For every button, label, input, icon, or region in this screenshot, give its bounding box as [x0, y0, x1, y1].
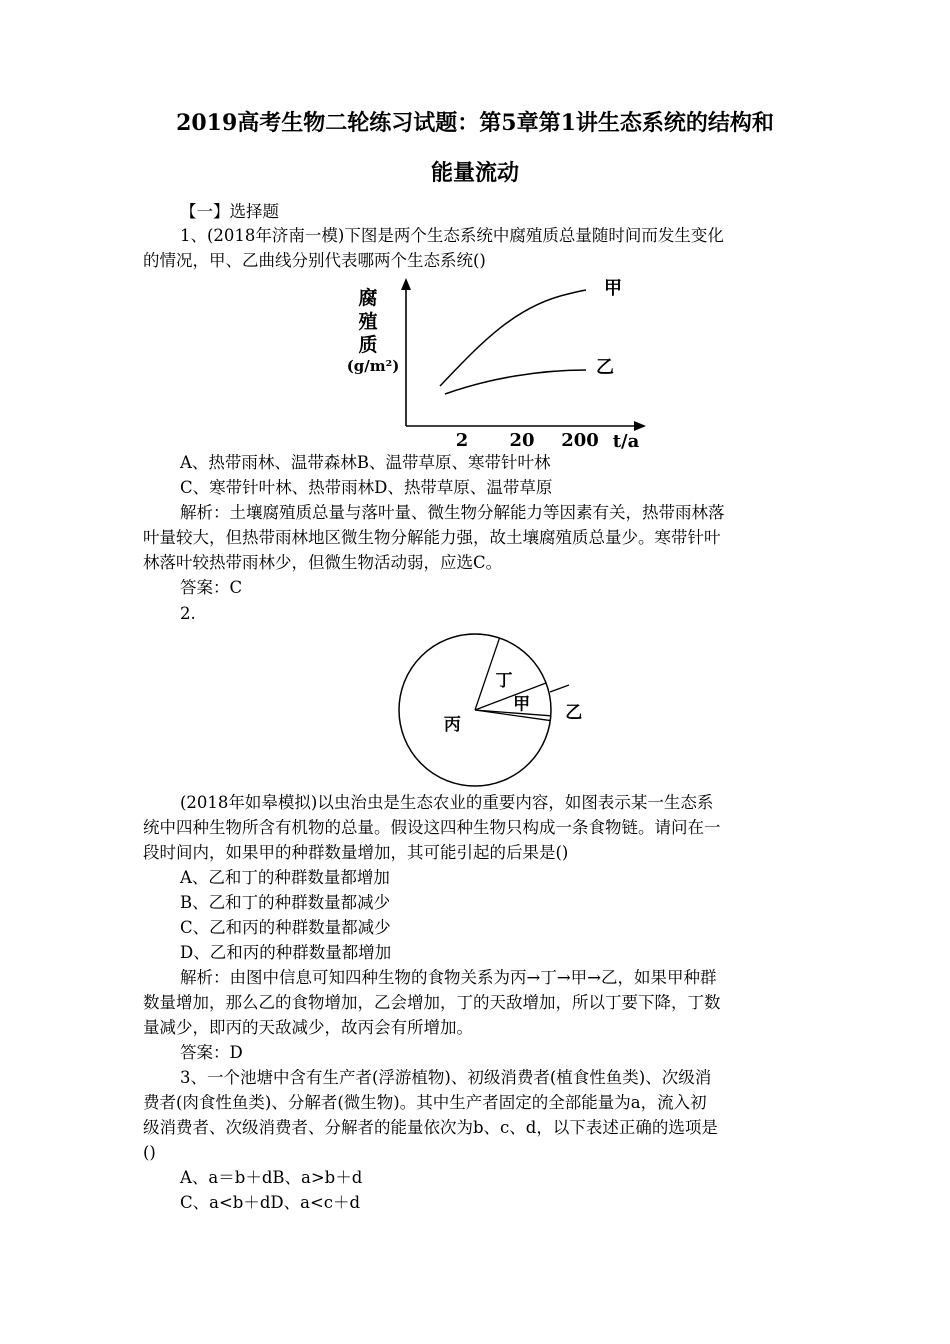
q2-analysis-line-2: 数量增加，那么乙的食物增加，乙会增加，丁的天敌增加，所以丁要下降，丁数 — [143, 993, 721, 1012]
series-line-jia — [440, 290, 586, 386]
y-axis-label-char-1: 腐 — [358, 287, 378, 309]
q1-analysis-line-3: 林落叶较热带雨林少，但微生物活动弱，应选C。 — [143, 553, 503, 572]
q2-option-c: C、乙和丙的种群数量都减少 — [180, 918, 391, 937]
x-axis-arrow — [634, 421, 646, 431]
series-label-jia: 甲 — [604, 278, 622, 299]
q2-option-b: B、乙和丁的种群数量都减少 — [180, 893, 391, 912]
pie-label-leader-yi — [550, 685, 569, 692]
series-label-yi: 乙 — [596, 357, 614, 378]
q1-answer: 答案：C — [180, 578, 243, 597]
q2-stem-line-2: 统中四种生物所含有机物的总量。假设这四种生物只构成一条食物链。请问在一 — [143, 818, 721, 837]
document-title-line-2: 能量流动 — [430, 160, 519, 186]
q3-stem-line-4: () — [143, 1143, 156, 1162]
series-line-yi — [445, 370, 586, 394]
y-axis-arrow — [401, 278, 411, 290]
x-tick-label-20: 20 — [509, 430, 535, 451]
pie-label-丁: 丁 — [495, 670, 513, 691]
pie-label-乙: 乙 — [565, 703, 583, 724]
q1-options-line-1: A、热带雨林、温带森林B、温带草原、寒带针叶林 — [180, 453, 551, 472]
section-heading: 【一】选择题 — [180, 202, 279, 221]
q2-analysis-line-3: 量减少，即丙的天敌减少，故丙会有所增加。 — [143, 1018, 473, 1037]
q2-analysis-line-1: 解析：由图中信息可知四种生物的食物关系为丙→丁→甲→乙，如果甲种群 — [180, 968, 717, 987]
q1-stem-line-1: 1、(2018年济南一模)下图是两个生态系统中腐殖质总量随时间而发生变化 — [180, 226, 724, 245]
q3-stem-line-3: 级消费者、次级消费者、分解者的能量依次为b、c、d，以下表述正确的选项是 — [143, 1118, 718, 1137]
pie-label-丙: 丙 — [443, 714, 461, 735]
x-axis-label: t/a — [612, 431, 640, 452]
q3-options-line-2: C、a<b＋dD、a<c＋d — [180, 1193, 361, 1212]
x-tick-label-200: 200 — [561, 430, 599, 451]
q1-analysis-line-2: 叶量较大，但热带雨林地区微生物分解能力强，故土壤腐殖质总量少。寒带针叶 — [143, 528, 721, 547]
q3-options-line-1: A、a＝b＋dB、a>b＋d — [180, 1168, 363, 1187]
organic-matter-pie-chart — [395, 630, 625, 790]
humus-line-chart — [330, 272, 650, 452]
q2-stem-line-1: (2018年如皋模拟)以虫治虫是生态农业的重要内容，如图表示某一生态系 — [180, 793, 714, 812]
x-tick-label-2: 2 — [455, 430, 469, 451]
q2-answer: 答案：D — [180, 1043, 243, 1062]
q3-stem-line-2: 费者(肉食性鱼类)、分解者(微生物)。其中生产者固定的全部能量为a，流入初 — [143, 1093, 707, 1112]
pie-label-甲: 甲 — [513, 694, 531, 715]
q1-options-line-2: C、寒带针叶林、热带雨林D、热带草原、温带草原 — [180, 478, 553, 497]
q1-stem-line-2: 的情况，甲、乙曲线分别代表哪两个生态系统() — [143, 251, 486, 270]
y-axis-label-char-3: 质 — [358, 334, 378, 356]
chart-axes — [401, 278, 646, 431]
q2-option-d: D、乙和丙的种群数量都增加 — [180, 943, 392, 962]
q2-option-a: A、乙和丁的种群数量都增加 — [180, 868, 390, 887]
document-title-line-1: 2019高考生物二轮练习试题：第5章第1讲生态系统的结构和 — [176, 110, 774, 136]
q3-stem-line-1: 3、一个池塘中含有生产者(浮游植物)、初级消费者(植食性鱼类)、次级消 — [180, 1068, 712, 1087]
q1-analysis-line-1: 解析：土壤腐殖质总量与落叶量、微生物分解能力等因素有关，热带雨林落 — [180, 503, 725, 522]
y-axis-label-char-2: 殖 — [358, 311, 378, 333]
q2-number: 2. — [180, 604, 196, 623]
q2-stem-line-3: 段时间内，如果甲的种群数量增加，其可能引起的后果是() — [143, 843, 569, 862]
y-axis-label-unit: (g/m²) — [346, 357, 400, 375]
